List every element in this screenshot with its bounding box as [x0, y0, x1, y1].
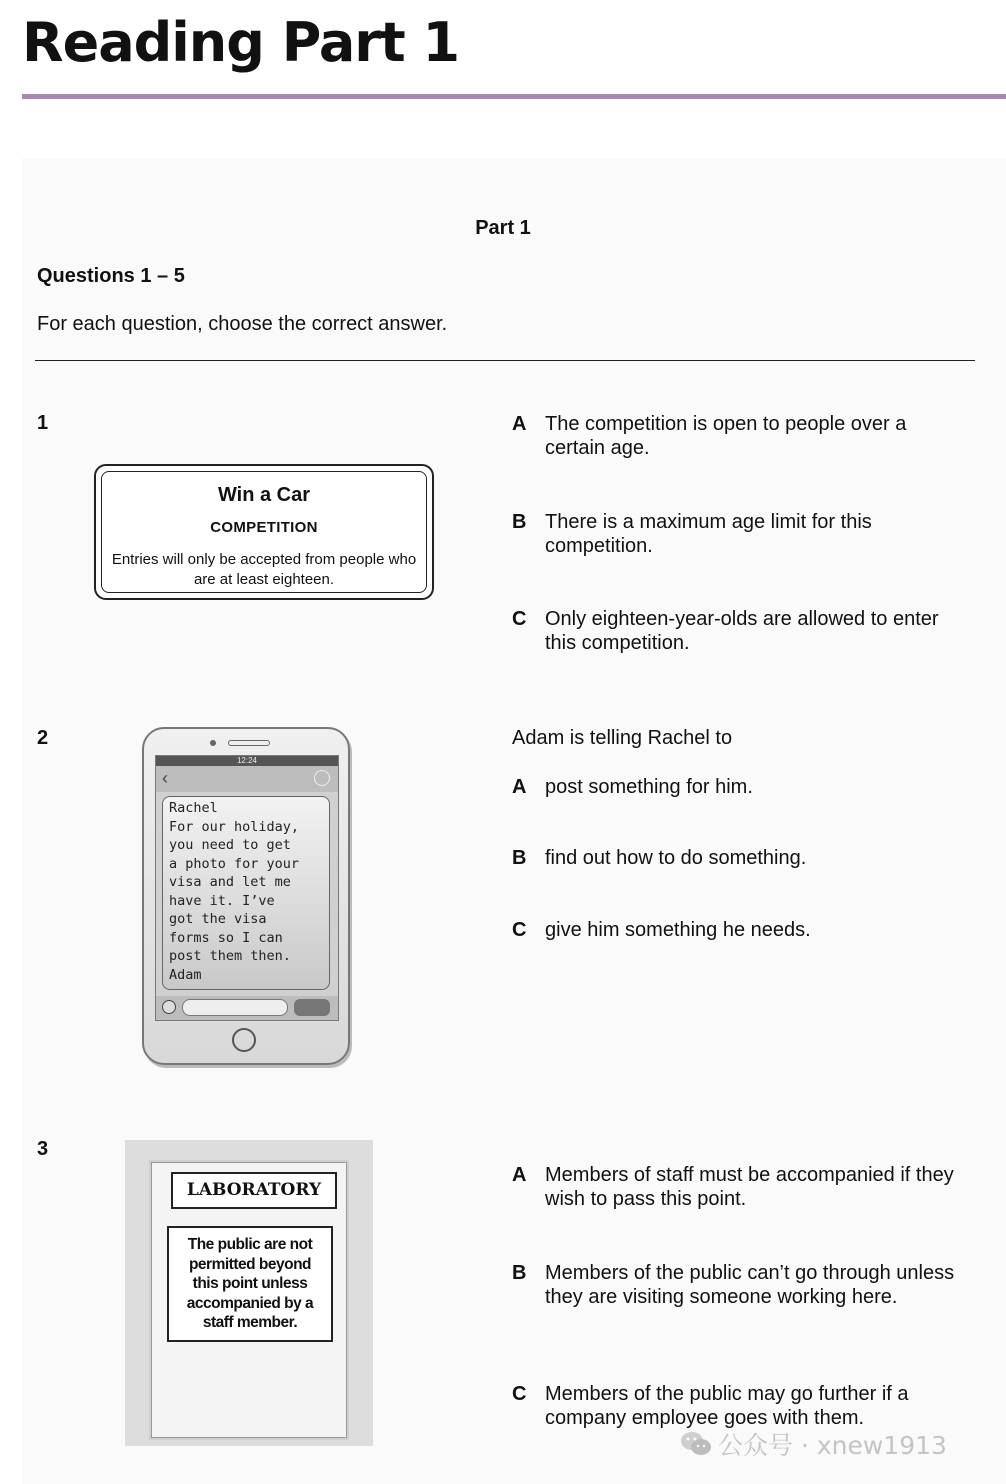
instructions-divider — [35, 360, 975, 361]
sign-title: LABORATORY — [171, 1172, 337, 1209]
menu-circle-icon — [314, 770, 330, 786]
notice-body: Entries will only be accepted from people who are at least eighteen. — [111, 551, 417, 588]
notice-inner-border — [101, 471, 427, 593]
option-2a[interactable] — [512, 775, 962, 799]
option-text: Members of staff must be accompanied if they wish to pass this point. — [545, 1164, 954, 1210]
option-text: find out how to do something. — [545, 847, 807, 869]
phone-illustration — [142, 727, 350, 1065]
option-text: There is a maximum age limit for this competition. — [545, 511, 872, 557]
option-text: Members of the public can’t go through unless they are visiting someone working here. — [545, 1262, 955, 1308]
instructions: For each question, choose the correct answer. — [37, 313, 448, 335]
phone-screen — [155, 755, 339, 1021]
laboratory-sign — [125, 1140, 373, 1446]
option-2b[interactable] — [512, 846, 962, 870]
send-button-shape — [294, 999, 330, 1016]
option-letter: B — [512, 1262, 527, 1284]
option-letter: B — [512, 847, 527, 869]
option-letter: C — [512, 1383, 527, 1405]
option-letter: C — [512, 919, 527, 941]
watermark — [680, 1426, 947, 1462]
wechat-icon — [680, 1430, 712, 1458]
option-3b[interactable] — [512, 1261, 962, 1309]
option-text: The competition is open to people over a certain age. — [545, 413, 907, 459]
question-number-1: 1 — [37, 412, 49, 434]
option-3c[interactable] — [512, 1382, 962, 1430]
option-text: Only eighteen-year-olds are allowed to enter this competition. — [545, 608, 939, 654]
title-divider — [22, 94, 1006, 99]
option-1b[interactable] — [512, 510, 962, 558]
message-nav-bar — [156, 766, 338, 792]
notice-subtitle: COMPETITION — [210, 519, 318, 536]
message-text-field — [182, 999, 288, 1016]
home-button-icon — [232, 1028, 256, 1052]
option-letter: A — [512, 413, 527, 435]
questions-range: Questions 1 – 5 — [37, 265, 185, 287]
option-text: post something for him. — [545, 776, 753, 798]
competition-notice — [94, 464, 434, 600]
message-input-bar — [156, 996, 338, 1020]
option-3a[interactable] — [512, 1163, 962, 1211]
option-letter: B — [512, 511, 527, 533]
option-1c[interactable] — [512, 607, 962, 655]
option-letter: A — [512, 1164, 527, 1186]
option-text: Members of the public may go further if a company employee goes with them. — [545, 1383, 909, 1429]
page-title: Reading Part 1 — [22, 11, 460, 74]
part-heading: Part 1 — [475, 217, 531, 239]
message-text: Rachel For our holiday, you need to get a photo for your visa and let me have it. I’ve got the visa forms so I can post them then. Adam — [169, 800, 300, 983]
question-number-2: 2 — [37, 727, 49, 749]
sign-body: The public are not permitted beyond this point unless accompanied by a staff member. — [167, 1226, 333, 1342]
option-text: give him something he needs. — [545, 919, 811, 941]
notice-title: Win a Car — [217, 484, 311, 506]
question-stem-2: Adam is telling Rachel to — [512, 727, 733, 749]
question-number-3: 3 — [37, 1138, 49, 1160]
phone-camera-dot — [210, 740, 216, 746]
phone-speaker — [228, 740, 270, 746]
sign-plate — [149, 1160, 349, 1440]
camera-icon — [162, 1000, 176, 1014]
option-2c[interactable] — [512, 918, 962, 942]
status-bar: 12:24 — [156, 756, 338, 766]
message-bubble — [162, 796, 330, 990]
option-letter: A — [512, 776, 527, 798]
watermark-text: 公众号 · xnew1913 — [718, 1431, 947, 1460]
chevron-left-icon: ‹ — [162, 768, 168, 788]
option-1a[interactable] — [512, 412, 962, 460]
option-letter: C — [512, 608, 527, 630]
